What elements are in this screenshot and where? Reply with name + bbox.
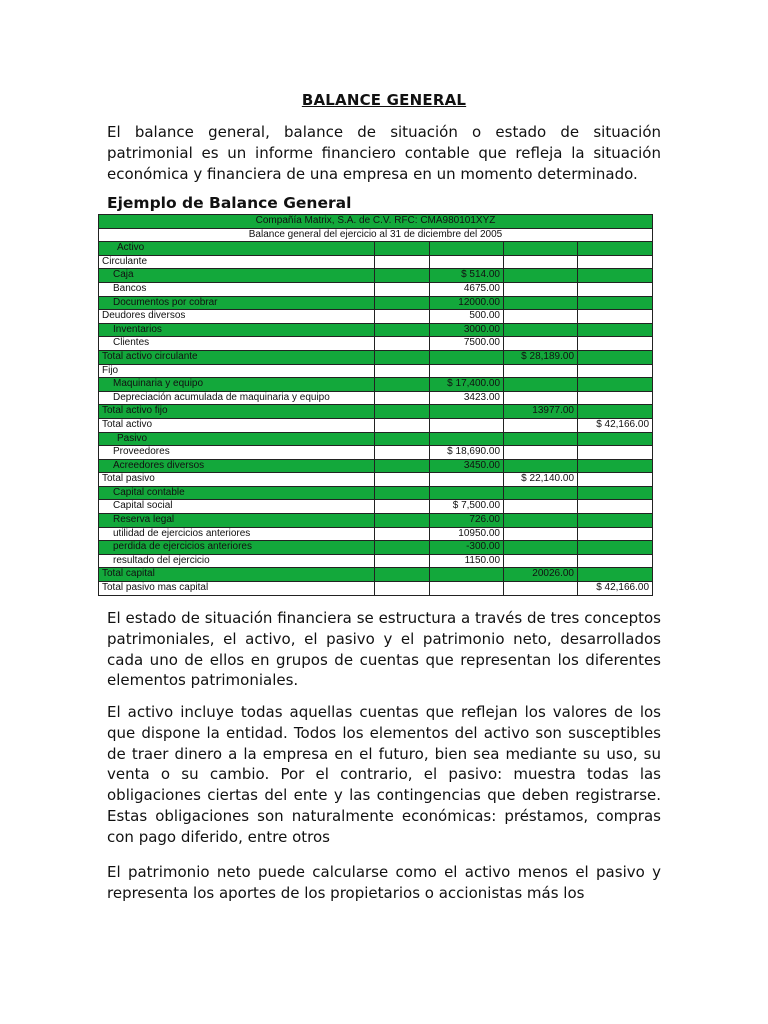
balance-row	[99, 310, 653, 324]
account-label: Total activo	[99, 418, 375, 432]
amount-cell	[578, 310, 653, 324]
period-header: Balance general del ejercicio al 31 de diciembre del 2005	[99, 228, 653, 242]
amount-cell	[578, 446, 653, 460]
amount-cell	[430, 473, 504, 487]
amount-cell	[578, 296, 653, 310]
amount-cell	[430, 242, 504, 256]
balance-row	[99, 459, 653, 473]
amount-cell: $ 22,140.00	[504, 473, 578, 487]
account-label: Pasivo	[99, 432, 375, 446]
amount-cell	[430, 350, 504, 364]
account-label: Activo	[99, 242, 375, 256]
balance-row	[99, 432, 653, 446]
amount-cell	[504, 269, 578, 283]
amount-cell	[430, 364, 504, 378]
balance-row	[99, 296, 653, 310]
amount-cell	[504, 432, 578, 446]
amount-cell	[578, 568, 653, 582]
amount-cell	[578, 242, 653, 256]
balance-row	[99, 500, 653, 514]
balance-row	[99, 269, 653, 283]
amount-cell	[430, 486, 504, 500]
amount-cell	[375, 310, 430, 324]
amount-cell	[578, 391, 653, 405]
amount-cell: 7500.00	[430, 337, 504, 351]
account-label: Depreciación acumulada de maquinaria y equipo	[99, 391, 375, 405]
amount-cell	[375, 486, 430, 500]
account-label: Total capital	[99, 568, 375, 582]
balance-row	[99, 486, 653, 500]
account-label: Proveedores	[99, 446, 375, 460]
amount-cell	[578, 514, 653, 528]
amount-cell	[375, 269, 430, 283]
document-title: BALANCE GENERAL	[301, 91, 467, 109]
amount-cell	[578, 486, 653, 500]
balance-row	[99, 323, 653, 337]
amount-cell: 12000.00	[430, 296, 504, 310]
amount-cell	[375, 391, 430, 405]
account-label: Bancos	[99, 282, 375, 296]
amount-cell	[430, 405, 504, 419]
amount-cell	[375, 554, 430, 568]
account-label: Documentos por cobrar	[99, 296, 375, 310]
balance-row	[99, 405, 653, 419]
account-label: Total activo circulante	[99, 350, 375, 364]
account-label: Caja	[99, 269, 375, 283]
amount-cell	[578, 350, 653, 364]
amount-cell	[430, 418, 504, 432]
amount-cell	[578, 282, 653, 296]
balance-row	[99, 418, 653, 432]
amount-cell	[375, 405, 430, 419]
amount-cell	[578, 255, 653, 269]
account-label: resultado del ejercicio	[99, 554, 375, 568]
amount-cell	[578, 473, 653, 487]
amount-cell: $ 28,189.00	[504, 350, 578, 364]
account-label: Reserva legal	[99, 514, 375, 528]
account-label: Capital social	[99, 500, 375, 514]
amount-cell	[504, 527, 578, 541]
amount-cell	[578, 269, 653, 283]
paragraph-activo: El activo incluye todas aquellas cuentas que reflejan los valores de los que dispone la entidad. Todos los elementos del activo son susceptibles de traer dinero a la empresa en el futuro, bien sea mediante su uso, su venta o su cambio. Por el contrario, el pasivo: muestra todas las obligaciones ciertas del ente y las contingencias que deben registrarse. Estas obligaciones son naturalmente económicas: préstamos, compras con pago diferido, entre otros	[107, 703, 661, 846]
amount-cell	[430, 255, 504, 269]
account-label: Inventarios	[99, 323, 375, 337]
amount-cell	[375, 459, 430, 473]
amount-cell	[504, 459, 578, 473]
balance-row	[99, 337, 653, 351]
amount-cell: $ 17,400.00	[430, 378, 504, 392]
paragraph-structure: El estado de situación financiera se estructura a través de tres conceptos patrimoniales, el activo, el pasivo y el patrimonio neto, desarrollados cada uno de ellos en grupos de cuentas que representan los diferentes elementos patrimoniales.	[107, 609, 661, 690]
amount-cell	[504, 242, 578, 256]
account-label: Circulante	[99, 255, 375, 269]
amount-cell	[375, 378, 430, 392]
balance-row	[99, 514, 653, 528]
balance-row	[99, 582, 653, 596]
account-label: Capital contable	[99, 486, 375, 500]
balance-row	[99, 255, 653, 269]
amount-cell	[430, 568, 504, 582]
amount-cell: 3450.00	[430, 459, 504, 473]
amount-cell	[578, 432, 653, 446]
amount-cell: 3000.00	[430, 323, 504, 337]
amount-cell	[504, 541, 578, 555]
amount-cell	[375, 296, 430, 310]
amount-cell	[504, 391, 578, 405]
balance-row	[99, 350, 653, 364]
amount-cell	[375, 500, 430, 514]
amount-cell	[375, 337, 430, 351]
amount-cell	[504, 514, 578, 528]
amount-cell	[504, 337, 578, 351]
amount-cell	[375, 418, 430, 432]
amount-cell: 726.00	[430, 514, 504, 528]
account-label: Deudores diversos	[99, 310, 375, 324]
balance-row	[99, 364, 653, 378]
amount-cell	[504, 446, 578, 460]
balance-row	[99, 541, 653, 555]
balance-sheet-table	[98, 214, 653, 596]
amount-cell	[375, 568, 430, 582]
amount-cell	[578, 527, 653, 541]
account-label: Total activo fijo	[99, 405, 375, 419]
balance-row	[99, 378, 653, 392]
amount-cell: $ 18,690.00	[430, 446, 504, 460]
amount-cell	[375, 527, 430, 541]
amount-cell	[578, 500, 653, 514]
amount-cell: 13977.00	[504, 405, 578, 419]
account-label: Total pasivo	[99, 473, 375, 487]
amount-cell	[504, 364, 578, 378]
amount-cell	[504, 255, 578, 269]
account-label: Total pasivo mas capital	[99, 582, 375, 596]
amount-cell	[504, 310, 578, 324]
amount-cell: $ 7,500.00	[430, 500, 504, 514]
amount-cell	[375, 323, 430, 337]
amount-cell: $ 42,166.00	[578, 418, 653, 432]
amount-cell: 1150.00	[430, 554, 504, 568]
amount-cell	[375, 432, 430, 446]
amount-cell	[504, 582, 578, 596]
amount-cell: $ 42,166.00	[578, 582, 653, 596]
amount-cell	[504, 378, 578, 392]
amount-cell: 3423.00	[430, 391, 504, 405]
account-label: Fijo	[99, 364, 375, 378]
amount-cell: 4675.00	[430, 282, 504, 296]
amount-cell	[375, 242, 430, 256]
amount-cell	[504, 486, 578, 500]
intro-paragraph: El balance general, balance de situación o estado de situación patrimonial es un informe financiero contable que refleja la situación económica y financiera de una empresa en un momento determinado.	[107, 123, 661, 183]
amount-cell: -300.00	[430, 541, 504, 555]
amount-cell	[375, 446, 430, 460]
paragraph-patrimonio: El patrimonio neto puede calcularse como el activo menos el pasivo y representa los aportes de los propietarios o accionistas más los	[107, 863, 661, 902]
amount-cell	[504, 282, 578, 296]
amount-cell	[504, 296, 578, 310]
amount-cell	[578, 459, 653, 473]
amount-cell	[375, 473, 430, 487]
amount-cell	[504, 323, 578, 337]
amount-cell	[578, 378, 653, 392]
amount-cell: 20026.00	[504, 568, 578, 582]
amount-cell	[504, 418, 578, 432]
balance-row	[99, 391, 653, 405]
balance-row	[99, 527, 653, 541]
account-label: utilidad de ejercicios anteriores	[99, 527, 375, 541]
amount-cell	[430, 432, 504, 446]
balance-row	[99, 446, 653, 460]
account-label: perdida de ejercicios anteriores	[99, 541, 375, 555]
balance-row	[99, 242, 653, 256]
account-label: Clientes	[99, 337, 375, 351]
amount-cell	[578, 541, 653, 555]
amount-cell	[375, 514, 430, 528]
amount-cell	[504, 500, 578, 514]
amount-cell	[375, 364, 430, 378]
amount-cell	[375, 255, 430, 269]
amount-cell	[578, 364, 653, 378]
account-label: Acreedores diversos	[99, 459, 375, 473]
amount-cell	[578, 337, 653, 351]
balance-row	[99, 282, 653, 296]
amount-cell	[430, 582, 504, 596]
amount-cell	[504, 554, 578, 568]
balance-row	[99, 473, 653, 487]
balance-row	[99, 554, 653, 568]
account-label: Maquinaria y equipo	[99, 378, 375, 392]
amount-cell	[375, 350, 430, 364]
balance-row	[99, 568, 653, 582]
amount-cell	[578, 323, 653, 337]
amount-cell: $ 514.00	[430, 269, 504, 283]
example-heading: Ejemplo de Balance General	[107, 194, 352, 212]
amount-cell: 500.00	[430, 310, 504, 324]
amount-cell: 10950.00	[430, 527, 504, 541]
amount-cell	[375, 582, 430, 596]
company-header: Compañía Matrix, S.A. de C.V. RFC: CMA980101XYZ	[99, 215, 653, 229]
amount-cell	[375, 282, 430, 296]
amount-cell	[375, 541, 430, 555]
amount-cell	[578, 554, 653, 568]
amount-cell	[578, 405, 653, 419]
